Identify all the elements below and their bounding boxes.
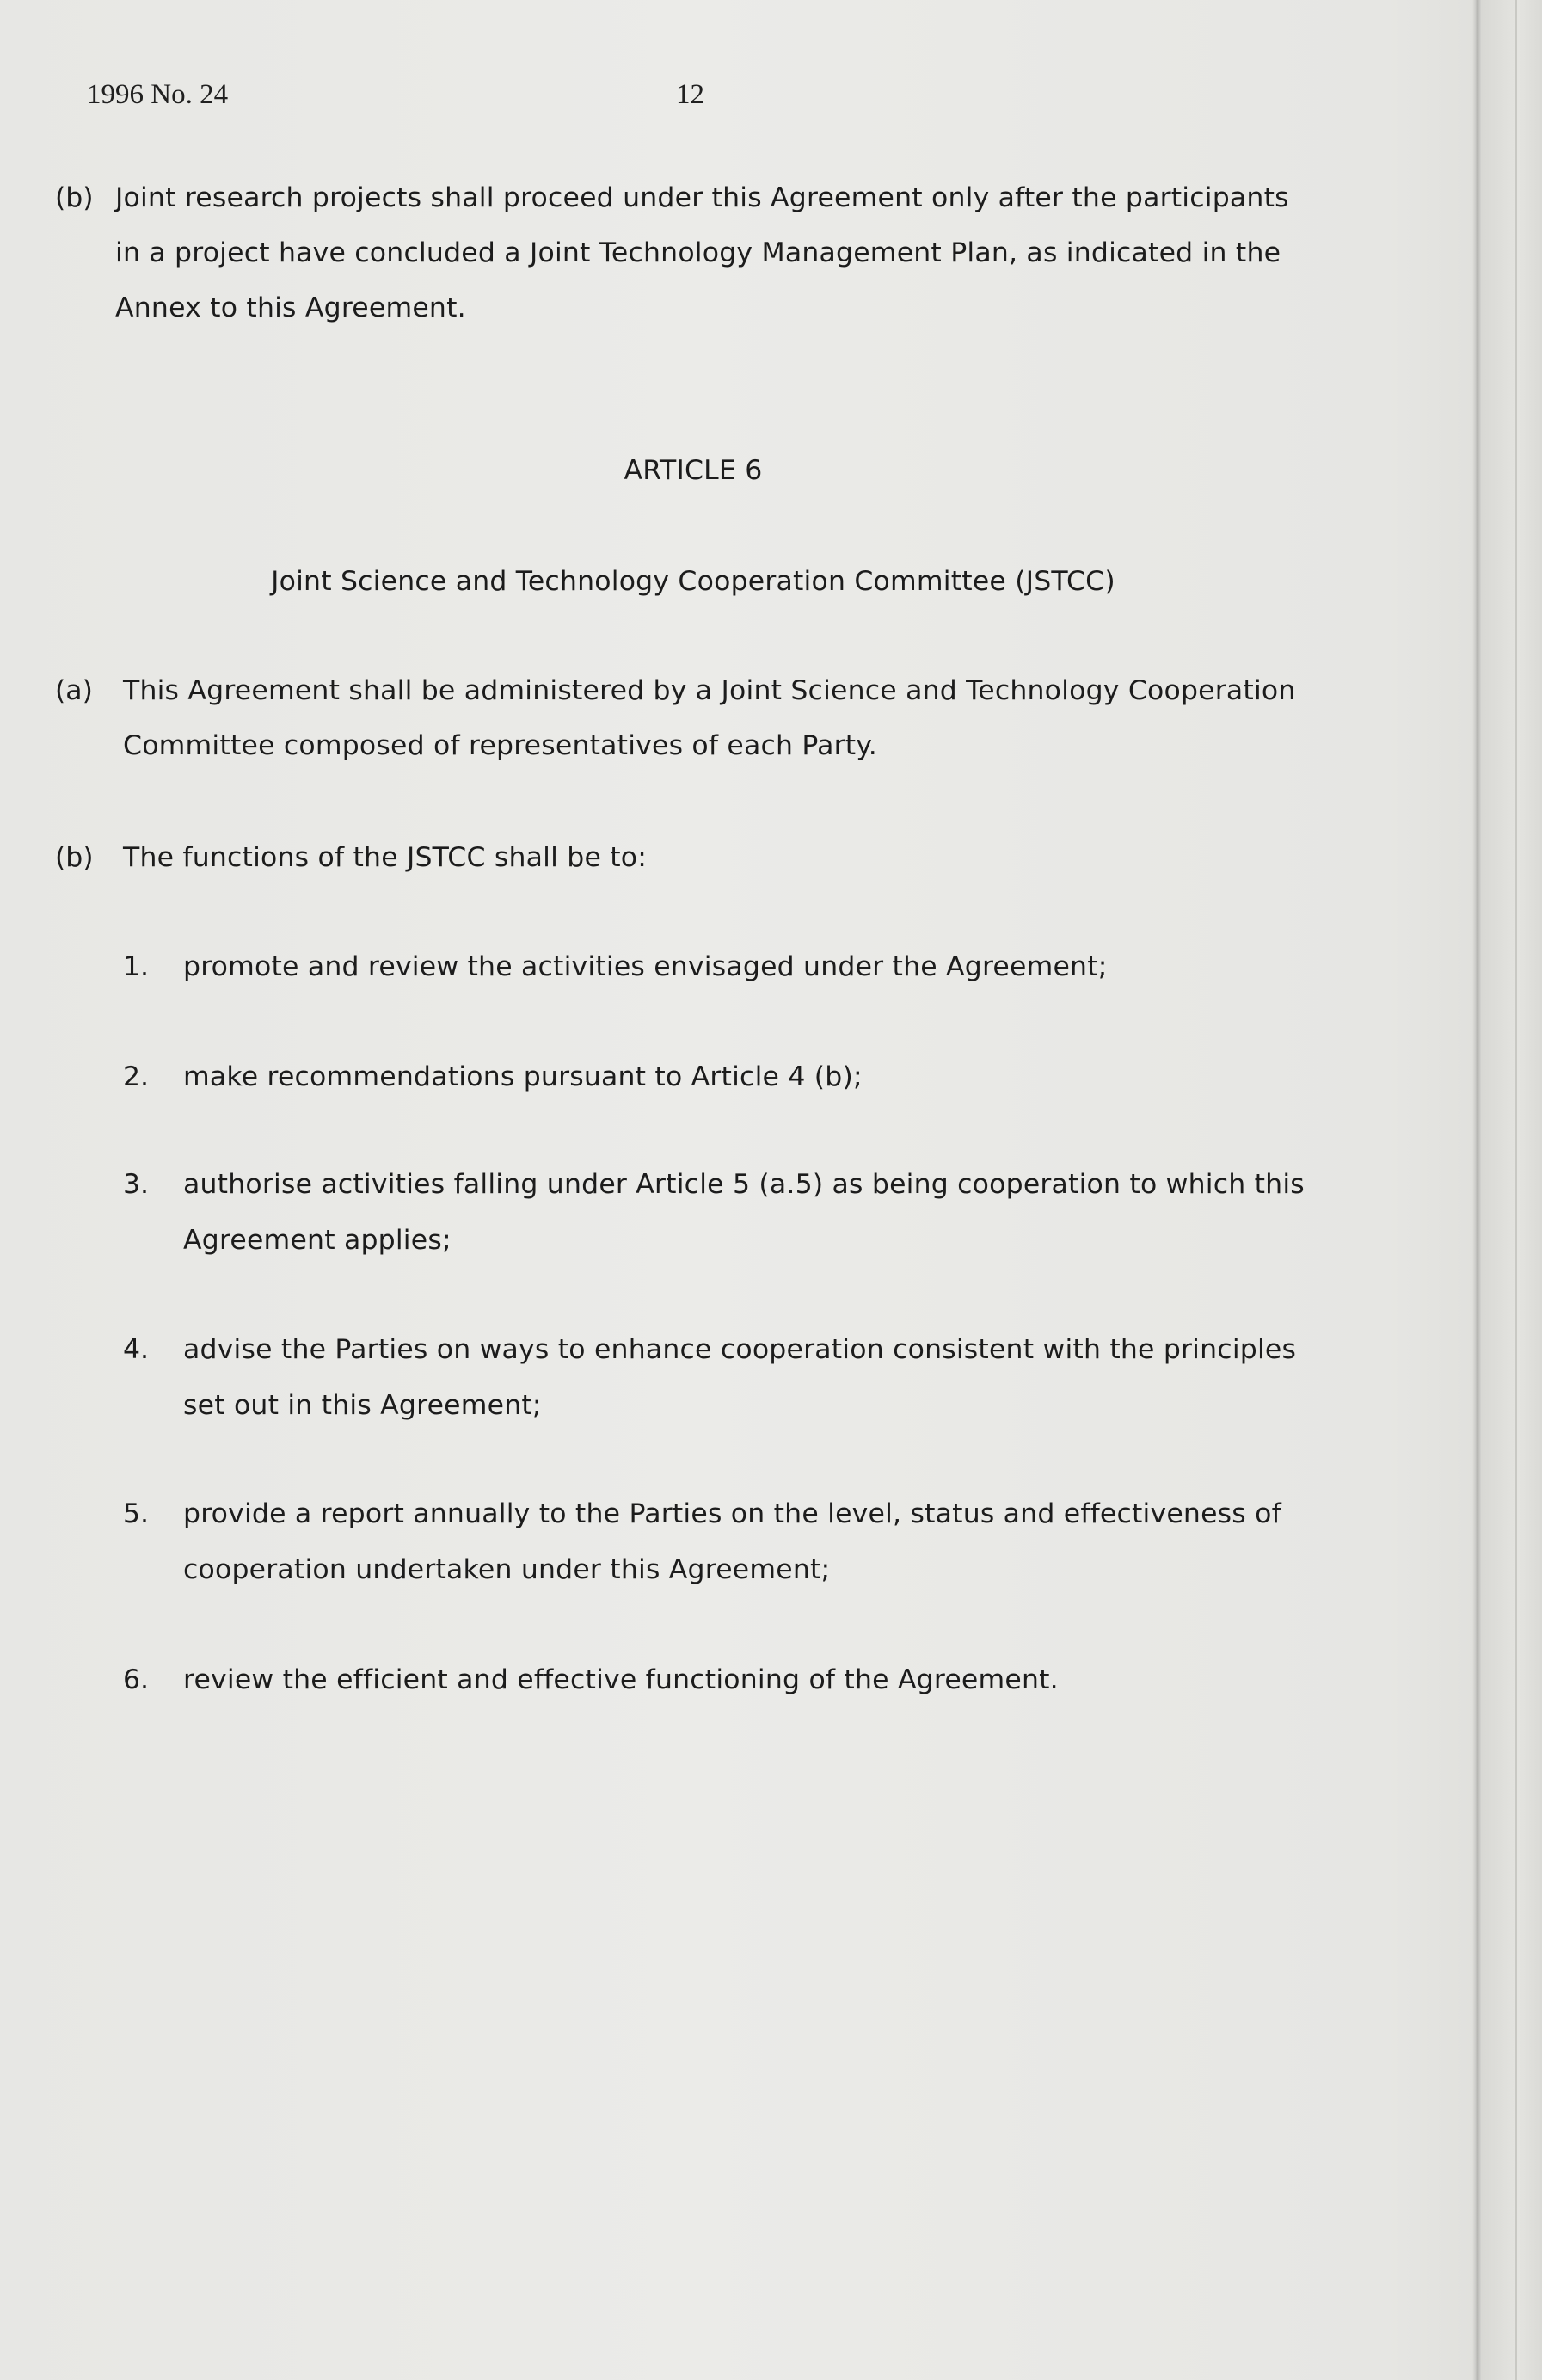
para-a-label: (a) xyxy=(55,675,93,706)
intro-item-line-3: Annex to this Agreement. xyxy=(115,292,466,323)
function-number: 3. xyxy=(123,1169,150,1200)
function-line: provide a report annually to the Parties on the level, status and effectiveness of xyxy=(183,1498,1281,1529)
act-reference: 1996 No. 24 xyxy=(87,79,229,110)
article-title: Joint Science and Technology Cooperation Committee (JSTCC) xyxy=(271,566,1115,597)
para-b-line-1: The functions of the JSTCC shall be to: xyxy=(123,842,648,873)
next-page-edge xyxy=(1481,0,1542,2380)
para-a-line-2: Committee composed of representatives of each Party. xyxy=(123,730,877,761)
page-number: 12 xyxy=(676,79,704,110)
function-number: 1. xyxy=(123,951,150,982)
para-a-line-1: This Agreement shall be administered by a Joint Science and Technology Cooperation xyxy=(123,675,1296,706)
function-number: 5. xyxy=(123,1498,150,1529)
para-b-label: (b) xyxy=(55,842,94,873)
page-edge-shadow xyxy=(1472,0,1481,2380)
intro-item-label: (b) xyxy=(55,182,94,213)
intro-item-line-1: Joint research projects shall proceed under this Agreement only after the participants xyxy=(115,182,1289,213)
function-number: 2. xyxy=(123,1061,150,1092)
function-line: advise the Parties on ways to enhance cooperation consistent with the principles xyxy=(183,1334,1297,1365)
function-line: review the efficient and effective functioning of the Agreement. xyxy=(183,1664,1059,1695)
page-edge-line xyxy=(1515,0,1517,2380)
function-line: cooperation undertaken under this Agreement; xyxy=(183,1554,831,1585)
function-line: Agreement applies; xyxy=(183,1225,452,1256)
function-line: set out in this Agreement; xyxy=(183,1390,542,1421)
intro-item-line-2: in a project have concluded a Joint Technology Management Plan, as indicated in the xyxy=(115,237,1281,268)
function-line: make recommendations pursuant to Article 4 (b); xyxy=(183,1061,863,1092)
function-line: authorise activities falling under Article 5 (a.5) as being cooperation to which this xyxy=(183,1169,1305,1200)
function-number: 4. xyxy=(123,1334,150,1365)
function-line: promote and review the activities envisaged under the Agreement; xyxy=(183,951,1108,982)
function-number: 6. xyxy=(123,1664,150,1695)
article-heading: ARTICLE 6 xyxy=(624,455,763,486)
